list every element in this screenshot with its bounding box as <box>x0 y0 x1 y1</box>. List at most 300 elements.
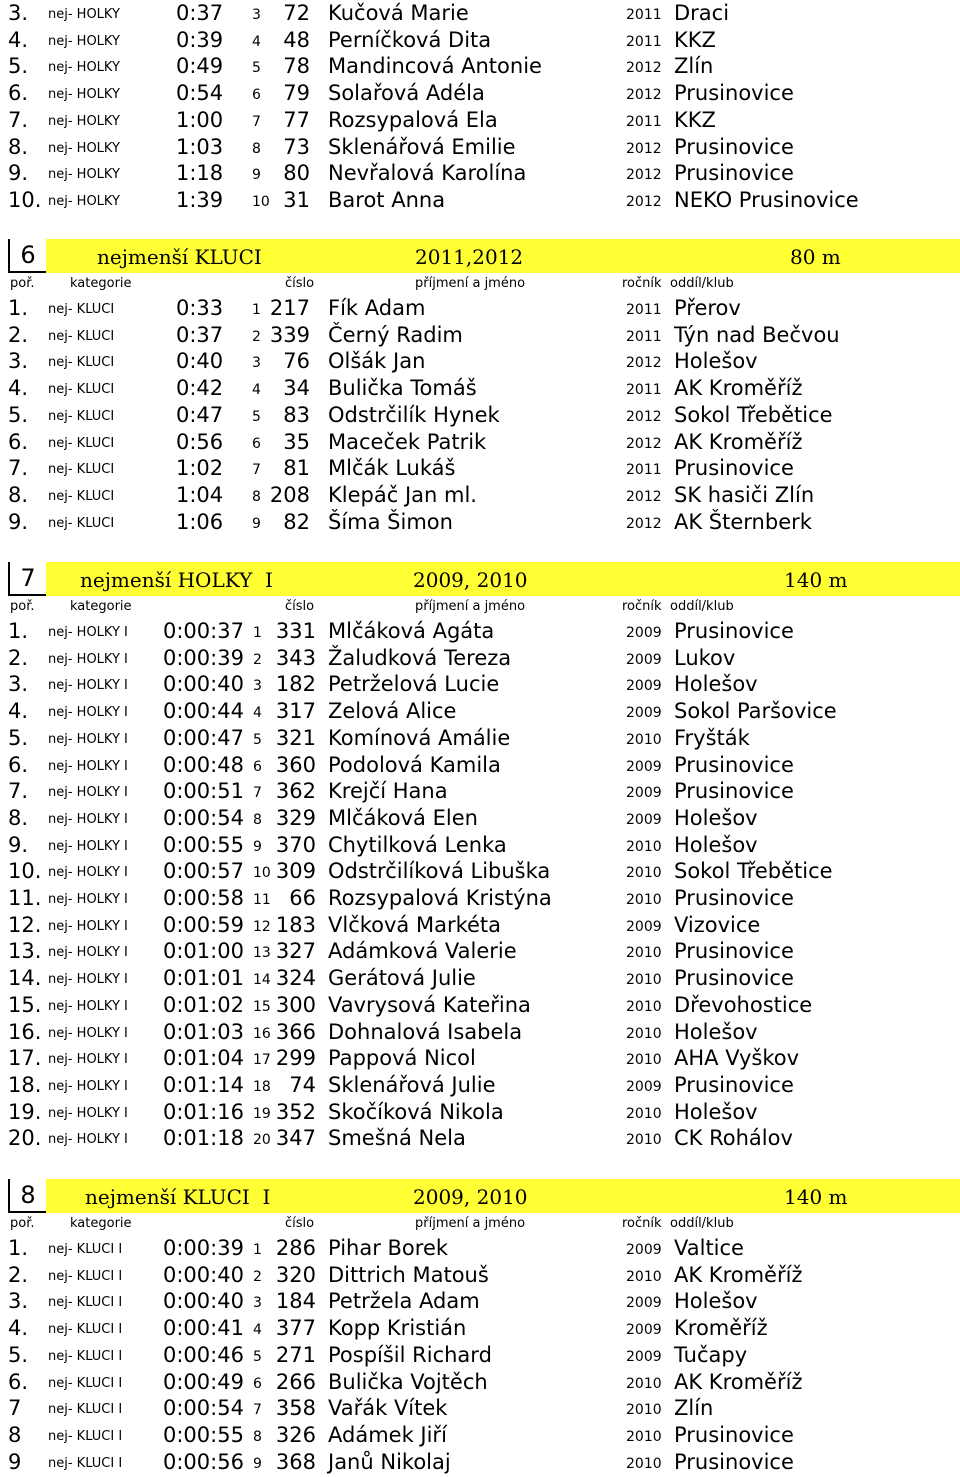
rank: 15. <box>8 992 42 1017</box>
column-headers <box>0 1215 960 1233</box>
bib-number: 366 <box>275 1019 316 1044</box>
order-number: 5 <box>252 408 261 425</box>
order-number: 9 <box>253 1455 262 1472</box>
athlete-name: Skočíková Nikola <box>328 1099 504 1124</box>
time: 0:00:58 <box>163 886 244 910</box>
birth-year: 2009 <box>626 651 662 668</box>
result-row <box>0 832 960 859</box>
rank: 5. <box>8 725 29 750</box>
result-row <box>0 912 960 939</box>
birth-year: 2011 <box>626 7 662 23</box>
athlete-name: Podolová Kamila <box>328 752 501 777</box>
birth-year: 2012 <box>626 488 662 505</box>
category: nej- KLUCI I <box>48 1428 123 1444</box>
bib-number: 320 <box>275 1262 316 1287</box>
category: nej- HOLKY I <box>48 998 128 1014</box>
athlete-name: Komínová Amálie <box>328 725 511 750</box>
birth-year: 2011 <box>626 462 662 479</box>
category: nej- HOLKY <box>48 87 120 103</box>
column-header-cat: kategorie <box>70 276 132 291</box>
athlete-name: Kopp Kristián <box>328 1316 467 1341</box>
bib-number: 271 <box>275 1342 316 1367</box>
club: Prusinovice <box>674 886 794 910</box>
athlete-name: Chytilková Lenka <box>328 832 507 857</box>
athlete-name: Rozsypalová Ela <box>328 107 498 132</box>
time: 0:00:55 <box>163 832 244 857</box>
category: nej- HOLKY I <box>48 945 128 961</box>
rank: 4. <box>8 27 29 52</box>
rank: 1. <box>8 619 29 643</box>
result-row <box>0 1315 960 1342</box>
club: Týn nad Bečvou <box>674 322 840 347</box>
order-number: 8 <box>252 140 261 157</box>
rank: 9 <box>8 1449 22 1474</box>
result-row <box>0 671 960 698</box>
bib-number: 76 <box>283 349 310 374</box>
section-years: 2009, 2010 <box>413 1185 528 1209</box>
rank: 9. <box>8 509 29 534</box>
birth-year: 2010 <box>626 1375 662 1392</box>
club: Vizovice <box>674 912 761 937</box>
time: 1:18 <box>176 161 224 186</box>
bib-number: 72 <box>283 1 310 25</box>
club: Prusinovice <box>674 1072 794 1097</box>
birth-year: 2009 <box>626 625 662 641</box>
birth-year: 2011 <box>626 382 662 399</box>
rank: 13. <box>8 939 42 964</box>
time: 0:00:46 <box>163 1342 244 1367</box>
time: 0:56 <box>176 429 224 454</box>
club: Prusinovice <box>674 752 794 777</box>
bib-number: 360 <box>275 752 316 777</box>
time: 1:00 <box>176 107 224 132</box>
athlete-name: Olšák Jan <box>328 349 426 374</box>
club: Holešov <box>674 1289 758 1314</box>
birth-year: 2011 <box>626 302 662 318</box>
club: Sokol Třebětice <box>674 402 833 427</box>
column-header-club: oddíl/klub <box>670 276 734 291</box>
rank: 19. <box>8 1099 42 1124</box>
time: 0:00:37 <box>163 619 244 643</box>
order-number: 11 <box>253 892 271 908</box>
order-number: 3 <box>252 355 261 372</box>
result-row <box>0 885 960 912</box>
time: 0:00:44 <box>163 699 244 724</box>
rank: 8. <box>8 482 29 507</box>
time: 0:01:02 <box>163 992 244 1017</box>
result-row <box>0 455 960 482</box>
club: Holešov <box>674 672 758 697</box>
time: 0:42 <box>176 376 224 401</box>
birth-year: 2009 <box>626 705 662 722</box>
bib-number: 182 <box>275 672 316 697</box>
athlete-name: Odstrčilík Hynek <box>328 402 500 427</box>
result-row <box>0 295 960 322</box>
category: nej- HOLKY I <box>48 972 128 988</box>
result-row <box>0 27 960 54</box>
column-header-pos: poř. <box>10 1216 35 1231</box>
time: 0:00:40 <box>163 1262 244 1287</box>
category: nej- KLUCI <box>48 355 115 371</box>
time: 1:03 <box>176 134 224 159</box>
order-number: 17 <box>253 1052 271 1069</box>
category: nej- KLUCI I <box>48 1268 123 1284</box>
result-row <box>0 53 960 80</box>
rank: 5. <box>8 1342 29 1367</box>
rank: 3. <box>8 672 29 697</box>
rank: 3. <box>8 1 29 25</box>
category: nej- KLUCI <box>48 462 115 478</box>
bib-number: 34 <box>283 376 310 401</box>
club: Prusinovice <box>674 779 794 804</box>
bib-number: 183 <box>275 912 316 937</box>
time: 0:00:54 <box>163 1396 244 1421</box>
time: 0:00:40 <box>163 672 244 697</box>
section-title: nejmenší HOLKY I <box>80 568 273 592</box>
result-row <box>0 1422 960 1449</box>
athlete-name: Žaludková Tereza <box>328 645 512 670</box>
bib-number: 377 <box>275 1316 316 1341</box>
category: nej- KLUCI <box>48 328 115 344</box>
bib-number: 66 <box>289 886 316 910</box>
athlete-name: Vavrysová Kateřina <box>328 992 531 1017</box>
athlete-name: Adámek Jiří <box>328 1422 447 1447</box>
result-row <box>0 402 960 429</box>
club: Holešov <box>674 349 758 374</box>
rank: 5. <box>8 402 29 427</box>
athlete-name: Bulička Tomáš <box>328 376 477 401</box>
birth-year: 2011 <box>626 328 662 345</box>
result-row <box>0 375 960 402</box>
rank: 8. <box>8 805 29 830</box>
birth-year: 2010 <box>626 1268 662 1285</box>
result-row <box>0 1395 960 1422</box>
section-header <box>0 1179 960 1213</box>
order-number: 9 <box>252 515 261 532</box>
category: nej- HOLKY I <box>48 1052 128 1068</box>
bib-number: 73 <box>283 134 310 159</box>
order-number: 8 <box>252 488 261 505</box>
club: Holešov <box>674 1099 758 1124</box>
birth-year: 2009 <box>626 918 662 935</box>
category: nej- KLUCI I <box>48 1402 123 1418</box>
result-row <box>0 1235 960 1262</box>
rank: 10. <box>8 187 42 212</box>
athlete-name: Zelová Alice <box>328 699 457 724</box>
birth-year: 2009 <box>626 785 662 802</box>
order-number: 6 <box>252 87 261 104</box>
category: nej- HOLKY <box>48 60 120 76</box>
result-row <box>0 0 960 27</box>
result-row <box>0 429 960 456</box>
club: Prusinovice <box>674 939 794 964</box>
time: 0:01:18 <box>163 1126 244 1151</box>
athlete-name: Rozsypalová Kristýna <box>328 886 552 910</box>
order-number: 4 <box>253 705 262 722</box>
bib-number: 352 <box>275 1099 316 1124</box>
order-number: 15 <box>253 998 271 1015</box>
order-number: 6 <box>252 435 261 452</box>
result-row <box>0 187 960 214</box>
club: NEKO Prusinovice <box>674 187 859 212</box>
time: 0:00:51 <box>163 779 244 804</box>
result-row <box>0 1288 960 1315</box>
time: 0:47 <box>176 402 224 427</box>
category: nej- HOLKY I <box>48 705 128 721</box>
column-header-club: oddíl/klub <box>670 599 734 614</box>
result-row <box>0 1125 960 1152</box>
rank: 1. <box>8 296 29 320</box>
order-number: 3 <box>253 1295 262 1312</box>
category: nej- KLUCI <box>48 408 115 424</box>
order-number: 10 <box>252 193 270 210</box>
bib-number: 324 <box>275 966 316 991</box>
birth-year: 2010 <box>626 1052 662 1069</box>
rank: 8 <box>8 1422 22 1447</box>
time: 0:00:39 <box>163 645 244 670</box>
rank: 7. <box>8 456 29 481</box>
time: 1:04 <box>176 482 224 507</box>
birth-year: 2009 <box>626 1348 662 1365</box>
birth-year: 2012 <box>626 408 662 425</box>
birth-year: 2010 <box>626 998 662 1015</box>
section-header <box>0 562 960 596</box>
club: Prusinovice <box>674 456 794 481</box>
birth-year: 2010 <box>626 892 662 908</box>
athlete-name: Gerátová Julie <box>328 966 476 991</box>
category: nej- HOLKY <box>48 167 120 183</box>
bib-number: 266 <box>275 1369 316 1394</box>
time: 1:06 <box>176 509 224 534</box>
athlete-name: Maceček Patrik <box>328 429 487 454</box>
result-row <box>0 725 960 752</box>
birth-year: 2010 <box>626 838 662 855</box>
time: 0:00:57 <box>163 859 244 884</box>
order-number: 20 <box>253 1132 271 1149</box>
club: Prusinovice <box>674 81 794 106</box>
category: nej- HOLKY I <box>48 1078 128 1094</box>
club: Zlín <box>674 54 714 79</box>
category: nej- KLUCI <box>48 435 115 451</box>
order-number: 8 <box>253 811 262 828</box>
time: 0:00:47 <box>163 725 244 750</box>
bib-number: 339 <box>269 322 310 347</box>
club: Holešov <box>674 832 758 857</box>
result-row <box>0 1342 960 1369</box>
section-distance: 140 m <box>784 1185 848 1209</box>
bib-number: 81 <box>283 456 310 481</box>
order-number: 1 <box>253 625 262 641</box>
athlete-name: Petrželová Lucie <box>328 672 500 697</box>
time: 0:00:59 <box>163 912 244 937</box>
result-row <box>0 645 960 672</box>
order-number: 12 <box>253 918 271 935</box>
club: Lukov <box>674 645 736 670</box>
rank: 11. <box>8 886 42 910</box>
rank: 7 <box>8 1396 22 1421</box>
athlete-name: Fík Adam <box>328 296 426 320</box>
rank: 3. <box>8 1289 29 1314</box>
result-row <box>0 938 960 965</box>
rank: 16. <box>8 1019 42 1044</box>
section-years: 2009, 2010 <box>413 568 528 592</box>
section-number: 7 <box>8 562 46 596</box>
order-number: 5 <box>252 60 261 77</box>
time: 0:37 <box>176 1 224 25</box>
athlete-name: Mlčáková Agáta <box>328 619 495 643</box>
order-number: 3 <box>252 7 261 23</box>
athlete-name: Bulička Vojtěch <box>328 1369 488 1394</box>
result-row <box>0 1072 960 1099</box>
order-number: 13 <box>253 945 271 962</box>
bib-number: 358 <box>275 1396 316 1421</box>
time: 0:40 <box>176 349 224 374</box>
bib-number: 368 <box>275 1449 316 1474</box>
column-header-name: příjmení a jméno <box>415 276 526 291</box>
time: 0:00:55 <box>163 1422 244 1447</box>
birth-year: 2010 <box>626 1402 662 1419</box>
category: nej- HOLKY I <box>48 811 128 827</box>
birth-year: 2010 <box>626 1025 662 1042</box>
athlete-name: Nevřalová Karolína <box>328 161 527 186</box>
rank: 6. <box>8 429 29 454</box>
rank: 2. <box>8 1262 29 1287</box>
order-number: 1 <box>253 1242 262 1258</box>
birth-year: 2009 <box>626 758 662 775</box>
result-row <box>0 698 960 725</box>
column-header-year: ročník <box>622 599 662 614</box>
club: AK Kroměříž <box>674 1262 803 1287</box>
athlete-name: Mandincová Antonie <box>328 54 542 79</box>
rank: 14. <box>8 966 42 991</box>
club: Sokol Třebětice <box>674 859 833 884</box>
club: Prusinovice <box>674 619 794 643</box>
section-number: 6 <box>8 239 46 273</box>
category: nej- HOLKY I <box>48 838 128 854</box>
club: Sokol Paršovice <box>674 699 837 724</box>
category: nej- HOLKY I <box>48 1025 128 1041</box>
bib-number: 326 <box>275 1422 316 1447</box>
category: nej- HOLKY <box>48 140 120 156</box>
athlete-name: Vlčková Markéta <box>328 912 502 937</box>
time: 0:37 <box>176 322 224 347</box>
result-row <box>0 348 960 375</box>
bib-number: 83 <box>283 402 310 427</box>
birth-year: 2010 <box>626 1428 662 1445</box>
category: nej- HOLKY I <box>48 731 128 747</box>
time: 0:00:39 <box>163 1236 244 1260</box>
rank: 4. <box>8 699 29 724</box>
time: 0:01:00 <box>163 939 244 964</box>
time: 0:00:54 <box>163 805 244 830</box>
club: Kroměříž <box>674 1316 768 1341</box>
result-row <box>0 752 960 779</box>
club: KKZ <box>674 107 716 132</box>
athlete-name: Vařák Vítek <box>328 1396 448 1421</box>
order-number: 2 <box>252 328 261 345</box>
rank: 5. <box>8 54 29 79</box>
category: nej- KLUCI I <box>48 1375 123 1391</box>
category: nej- KLUCI I <box>48 1295 123 1311</box>
birth-year: 2012 <box>626 140 662 157</box>
order-number: 14 <box>253 972 271 989</box>
column-header-year: ročník <box>622 276 662 291</box>
result-row <box>0 509 960 536</box>
athlete-name: Sklenářová Julie <box>328 1072 496 1097</box>
order-number: 5 <box>253 1348 262 1365</box>
club: Prusinovice <box>674 1422 794 1447</box>
order-number: 18 <box>253 1078 271 1095</box>
rank: 4. <box>8 376 29 401</box>
club: AK Kroměříž <box>674 429 803 454</box>
category: nej- KLUCI I <box>48 1322 123 1338</box>
time: 0:01:14 <box>163 1072 244 1097</box>
athlete-name: Krejčí Hana <box>328 779 448 804</box>
bib-number: 80 <box>283 161 310 186</box>
order-number: 8 <box>253 1428 262 1445</box>
column-header-pos: poř. <box>10 599 35 614</box>
athlete-name: Perníčková Dita <box>328 27 492 52</box>
time: 0:00:49 <box>163 1369 244 1394</box>
rank: 7. <box>8 107 29 132</box>
bib-number: 331 <box>275 619 316 643</box>
club: Prusinovice <box>674 966 794 991</box>
section-header <box>0 239 960 273</box>
athlete-name: Adámková Valerie <box>328 939 517 964</box>
bib-number: 347 <box>275 1126 316 1151</box>
rank: 3. <box>8 349 29 374</box>
category: nej- HOLKY <box>48 193 120 209</box>
result-row <box>0 1099 960 1126</box>
club: KKZ <box>674 27 716 52</box>
birth-year: 2012 <box>626 355 662 372</box>
time: 0:00:41 <box>163 1316 244 1341</box>
category: nej- KLUCI <box>48 302 115 317</box>
category: nej- HOLKY I <box>48 651 128 667</box>
category: nej- KLUCI I <box>48 1242 123 1257</box>
order-number: 4 <box>252 382 261 399</box>
athlete-name: Barot Anna <box>328 187 446 212</box>
category: nej- HOLKY <box>48 113 120 129</box>
time: 0:01:01 <box>163 966 244 991</box>
birth-year: 2009 <box>626 1322 662 1339</box>
category: nej- HOLKY I <box>48 678 128 694</box>
rank: 9. <box>8 161 29 186</box>
time: 0:00:56 <box>163 1449 244 1474</box>
order-number: 7 <box>253 1402 262 1419</box>
order-number: 4 <box>253 1322 262 1339</box>
bib-number: 82 <box>283 509 310 534</box>
rank: 6. <box>8 1369 29 1394</box>
rank: 10. <box>8 859 42 884</box>
bib-number: 309 <box>275 859 316 884</box>
bib-number: 74 <box>289 1072 316 1097</box>
order-number: 7 <box>253 785 262 802</box>
birth-year: 2012 <box>626 60 662 77</box>
result-row <box>0 80 960 107</box>
category: nej- HOLKY I <box>48 625 128 640</box>
bib-number: 299 <box>275 1046 316 1071</box>
club: Zlín <box>674 1396 714 1421</box>
column-header-year: ročník <box>622 1216 662 1231</box>
order-number: 10 <box>253 865 271 882</box>
time: 0:39 <box>176 27 224 52</box>
section-distance: 80 m <box>790 245 841 269</box>
bib-number: 208 <box>269 482 310 507</box>
birth-year: 2009 <box>626 678 662 695</box>
column-headers <box>0 275 960 293</box>
column-header-club: oddíl/klub <box>670 1216 734 1231</box>
